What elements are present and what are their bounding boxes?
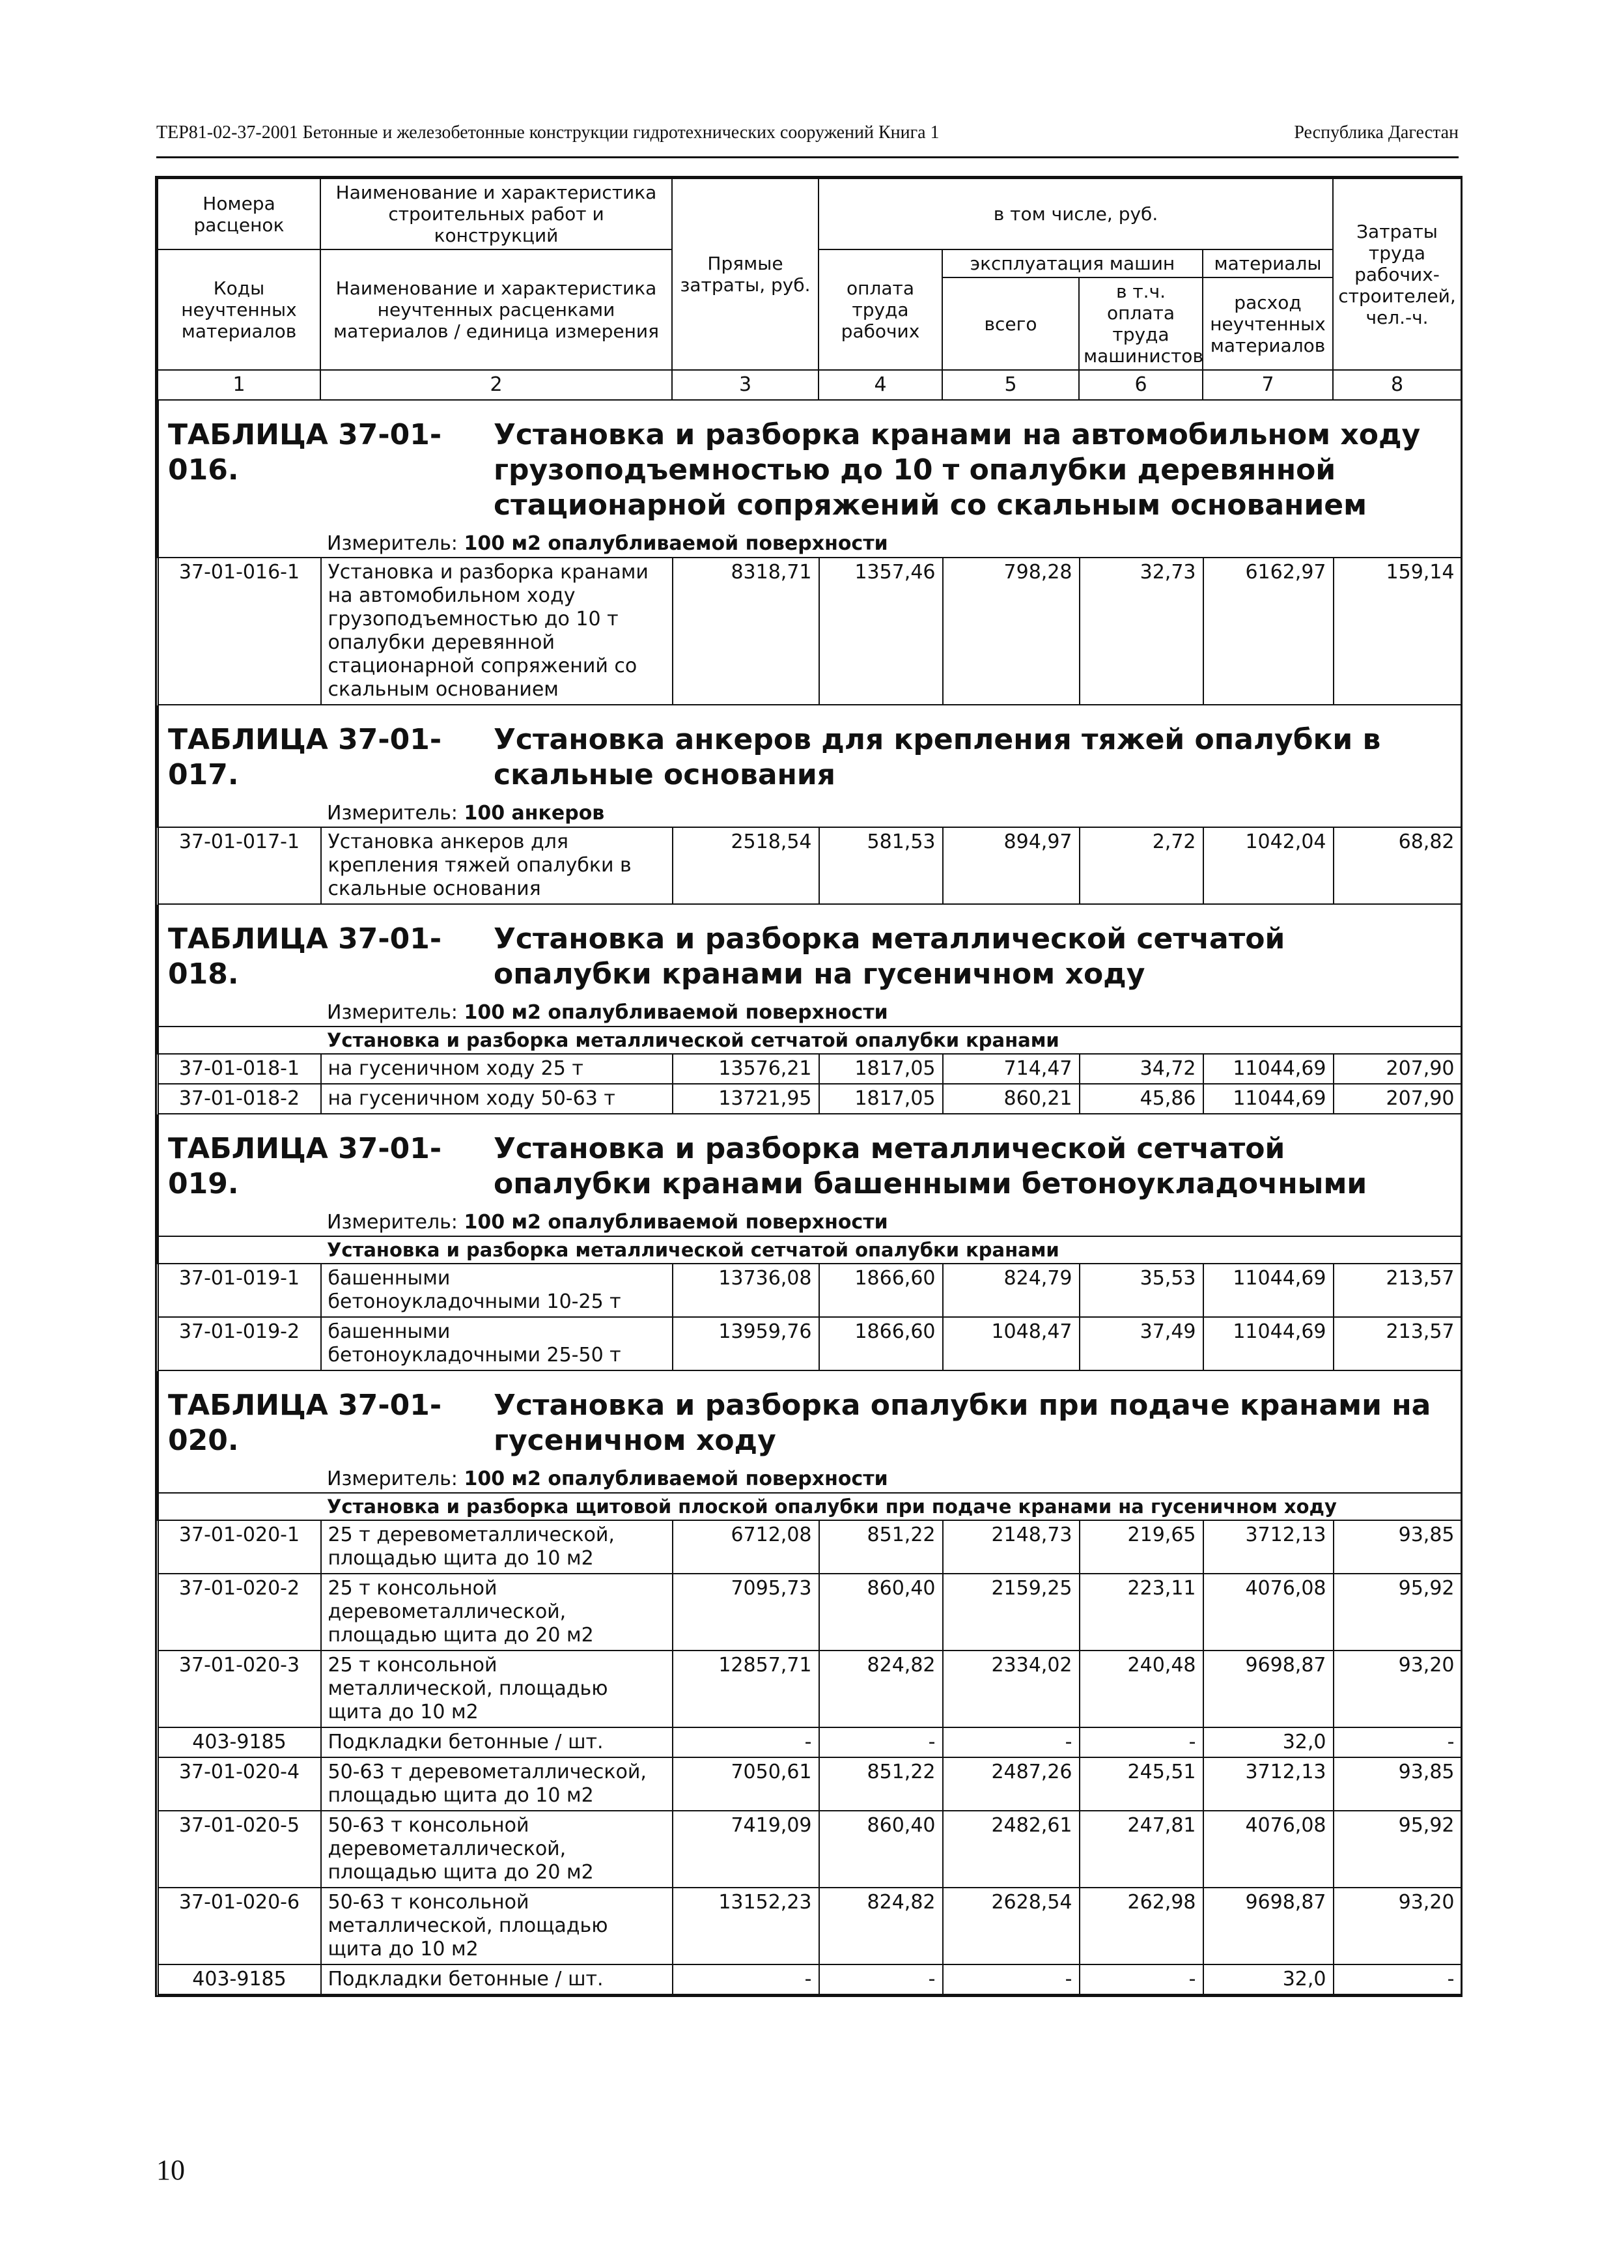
col-direct-cost-header: Прямые затраты, руб.	[672, 178, 819, 370]
measure-unit	[158, 527, 1462, 558]
section-title-text: Установка анкеров для крепления тяжей опалубки в скальные основания	[494, 723, 1381, 791]
measure-label: Измеритель:	[327, 802, 458, 825]
labor-hours: -	[1334, 1964, 1462, 1994]
section-title	[158, 401, 1462, 527]
subgroup-header: Установка и разборка щитовой плоской опалубки при подаче кранами на гусеничном ходу	[158, 1493, 1462, 1520]
labor-hours: 207,90	[1334, 1054, 1462, 1084]
measure-unit	[158, 1206, 1462, 1236]
operator-wages: 219,65	[1080, 1520, 1203, 1574]
section-title-text: Установка и разборка металлической сетчатой опалубки кранами башенными бетоноукладочными	[494, 1132, 1367, 1200]
section-label: ТАБЛИЦА 37-01-020.	[168, 1389, 442, 1457]
section-title-text: Установка и разборка металлической сетчатой опалубки кранами на гусеничном ходу	[494, 922, 1285, 991]
wages: 860,40	[819, 1811, 943, 1888]
labor-hours: 93,85	[1334, 1520, 1462, 1574]
work-description: 50-63 т консольной деревометаллической, площадью щита до 20 м2	[321, 1811, 673, 1888]
col-wages-header: оплата труда рабочих	[819, 249, 942, 370]
direct-cost: 13576,21	[673, 1054, 819, 1084]
col-num: 6	[1079, 370, 1203, 400]
col-including-header: в том числе, руб.	[819, 178, 1333, 249]
operator-wages: -	[1080, 1727, 1203, 1757]
materials-cost: 9698,87	[1203, 1651, 1334, 1727]
running-header	[156, 122, 1459, 143]
wages: 1817,05	[819, 1084, 943, 1114]
table-row	[158, 1757, 1462, 1811]
section-title	[158, 1114, 1462, 1206]
work-description: башенными бетоноукладочными 25-50 т	[321, 1317, 673, 1370]
rate-code: 37-01-020-2	[158, 1574, 321, 1651]
rate-code: 37-01-020-4	[158, 1757, 321, 1811]
work-description: 25 т консольной металлической, площадью щита до 10 м2	[321, 1651, 673, 1727]
section-label: ТАБЛИЦА 37-01-018.	[168, 922, 442, 991]
machines-total: 2487,26	[943, 1757, 1080, 1811]
col-work-name-header: Наименование и характеристика строительных работ и конструкций	[320, 178, 672, 249]
wages: 824,82	[819, 1651, 943, 1727]
rate-code: 37-01-019-2	[158, 1317, 321, 1370]
labor-hours: 213,57	[1334, 1264, 1462, 1317]
work-description: на гусеничном ходу 50-63 т	[321, 1084, 673, 1114]
section-table	[157, 1371, 1463, 1995]
materials-cost: 3712,13	[1203, 1757, 1334, 1811]
table-row	[158, 1054, 1462, 1084]
measure-value: 100 м2 опалубливаемой поверхности	[464, 1001, 888, 1024]
direct-cost: 13959,76	[673, 1317, 819, 1370]
col-labor-hours-header: Затраты труда рабочих-строителей, чел.-ч.	[1333, 178, 1461, 370]
table-row	[158, 1084, 1462, 1114]
col-num: 8	[1333, 370, 1461, 400]
col-unaccounted-materials-header: расход неучтенных материалов	[1203, 277, 1333, 370]
section-label: ТАБЛИЦА 37-01-019.	[168, 1132, 442, 1200]
direct-cost: 13152,23	[673, 1888, 819, 1964]
table-row	[158, 1317, 1462, 1370]
col-num: 1	[158, 370, 320, 400]
col-num: 2	[320, 370, 672, 400]
materials-cost: 4076,08	[1203, 1574, 1334, 1651]
section-title	[158, 905, 1462, 996]
wages: 824,82	[819, 1888, 943, 1964]
work-description: Подкладки бетонные / шт.	[321, 1964, 673, 1994]
machines-total: 1048,47	[943, 1317, 1080, 1370]
materials-cost: 9698,87	[1203, 1888, 1334, 1964]
machines-total: -	[943, 1964, 1080, 1994]
work-description: 50-63 т деревометаллической, площадью щита до 10 м2	[321, 1757, 673, 1811]
direct-cost: -	[673, 1964, 819, 1994]
wages: 1817,05	[819, 1054, 943, 1084]
materials-cost: 11044,69	[1203, 1317, 1334, 1370]
work-description: 50-63 т консольной металлической, площадью щита до 10 м2	[321, 1888, 673, 1964]
direct-cost: 7419,09	[673, 1811, 819, 1888]
col-material-code-header: Коды неучтенных материалов	[158, 249, 320, 370]
materials-cost: 3712,13	[1203, 1520, 1334, 1574]
section-table	[157, 905, 1463, 1114]
measure-value: 100 м2 опалубливаемой поверхности	[464, 1467, 888, 1490]
operator-wages: 32,73	[1080, 558, 1203, 705]
direct-cost: 13721,95	[673, 1084, 819, 1114]
table-row	[158, 1964, 1462, 1994]
measure-value: 100 м2 опалубливаемой поверхности	[464, 532, 888, 555]
section-table	[157, 401, 1463, 705]
col-num: 4	[819, 370, 942, 400]
materials-cost: 11044,69	[1203, 1264, 1334, 1317]
operator-wages: 247,81	[1080, 1811, 1203, 1888]
machines-total: 714,47	[943, 1054, 1080, 1084]
work-description: башенными бетоноукладочными 10-25 т	[321, 1264, 673, 1317]
col-operator-wages-header: в т.ч. оплата труда машинистов	[1079, 277, 1203, 370]
labor-hours: 93,85	[1334, 1757, 1462, 1811]
direct-cost: 7050,61	[673, 1757, 819, 1811]
measure-label: Измеритель:	[327, 532, 458, 555]
table-row	[158, 1888, 1462, 1964]
table-row	[158, 827, 1462, 904]
measure-label: Измеритель:	[327, 1001, 458, 1024]
machines-total: 894,97	[943, 827, 1080, 904]
materials-cost: 11044,69	[1203, 1054, 1334, 1084]
price-table	[155, 176, 1463, 1997]
labor-hours: 159,14	[1334, 558, 1462, 705]
sections-container	[157, 401, 1461, 1995]
rate-code: 37-01-020-3	[158, 1651, 321, 1727]
column-header-table	[157, 178, 1462, 401]
measure-unit	[158, 996, 1462, 1027]
section-label: ТАБЛИЦА 37-01-017.	[168, 723, 442, 791]
direct-cost: 12857,71	[673, 1651, 819, 1727]
machines-total: 2334,02	[943, 1651, 1080, 1727]
labor-hours: 93,20	[1334, 1888, 1462, 1964]
machines-total: 824,79	[943, 1264, 1080, 1317]
operator-wages: 45,86	[1080, 1084, 1203, 1114]
materials-cost: 4076,08	[1203, 1811, 1334, 1888]
rate-code: 403-9185	[158, 1727, 321, 1757]
materials-cost: 1042,04	[1203, 827, 1334, 904]
measure-label: Измеритель:	[327, 1211, 458, 1234]
subgroup-header: Установка и разборка металлической сетчатой опалубки кранами	[158, 1236, 1462, 1264]
work-description: 25 т консольной деревометаллической, площадью щита до 20 м2	[321, 1574, 673, 1651]
column-number-row	[158, 370, 1461, 400]
operator-wages: 35,53	[1080, 1264, 1203, 1317]
labor-hours: 207,90	[1334, 1084, 1462, 1114]
machines-total: 2148,73	[943, 1520, 1080, 1574]
table-row	[158, 558, 1462, 705]
rate-code: 37-01-016-1	[158, 558, 321, 705]
rate-code: 37-01-019-1	[158, 1264, 321, 1317]
wages: 1866,60	[819, 1264, 943, 1317]
wages: -	[819, 1964, 943, 1994]
wages: 581,53	[819, 827, 943, 904]
labor-hours: 95,92	[1334, 1574, 1462, 1651]
operator-wages: 223,11	[1080, 1574, 1203, 1651]
rate-code: 37-01-018-1	[158, 1054, 321, 1084]
rate-code: 403-9185	[158, 1964, 321, 1994]
section-title	[158, 705, 1462, 797]
wages: 860,40	[819, 1574, 943, 1651]
labor-hours: -	[1334, 1727, 1462, 1757]
direct-cost: 2518,54	[673, 827, 819, 904]
machines-total: 2628,54	[943, 1888, 1080, 1964]
section-title-text: Установка и разборка опалубки при подаче кранами на гусеничном ходу	[494, 1389, 1431, 1457]
rate-code: 37-01-018-2	[158, 1084, 321, 1114]
measure-value: 100 м2 опалубливаемой поверхности	[464, 1211, 888, 1234]
labor-hours: 213,57	[1334, 1317, 1462, 1370]
rate-code: 37-01-017-1	[158, 827, 321, 904]
machines-total: 2482,61	[943, 1811, 1080, 1888]
section-title	[158, 1371, 1462, 1462]
col-machines-header: эксплуатация машин	[942, 249, 1203, 277]
materials-cost: 32,0	[1203, 1727, 1334, 1757]
work-description: 25 т деревометаллической, площадью щита до 10 м2	[321, 1520, 673, 1574]
col-num: 7	[1203, 370, 1333, 400]
subgroup-header: Установка и разборка металлической сетчатой опалубки кранами	[158, 1027, 1462, 1054]
measure-value: 100 анкеров	[464, 802, 605, 825]
col-machines-total-header: всего	[942, 277, 1079, 370]
table-row	[158, 1811, 1462, 1888]
table-row	[158, 1264, 1462, 1317]
direct-cost: -	[673, 1727, 819, 1757]
operator-wages: 240,48	[1080, 1651, 1203, 1727]
page-number: 10	[156, 2154, 185, 2186]
wages: 851,22	[819, 1757, 943, 1811]
table-row	[158, 1727, 1462, 1757]
work-description: Установка и разборка кранами на автомобильном ходу грузоподъемностью до 10 т опалубки деревянной стационарной сопряжений со скальным основанием	[321, 558, 673, 705]
materials-cost: 32,0	[1203, 1964, 1334, 1994]
col-material-name-header: Наименование и характеристика неучтенных расценками материалов / единица измерения	[320, 249, 672, 370]
table-row	[158, 1574, 1462, 1651]
machines-total: -	[943, 1727, 1080, 1757]
measure-unit	[158, 797, 1462, 827]
wages: 851,22	[819, 1520, 943, 1574]
section-title-text: Установка и разборка кранами на автомобильном ходу грузоподъемностью до 10 т опалубки деревянной стационарной сопряжений со скальным основанием	[494, 418, 1421, 522]
labor-hours: 68,82	[1334, 827, 1462, 904]
materials-cost: 11044,69	[1203, 1084, 1334, 1114]
direct-cost: 8318,71	[673, 558, 819, 705]
work-description: Подкладки бетонные / шт.	[321, 1727, 673, 1757]
direct-cost: 7095,73	[673, 1574, 819, 1651]
rate-code: 37-01-020-6	[158, 1888, 321, 1964]
operator-wages: 245,51	[1080, 1757, 1203, 1811]
measure-unit	[158, 1462, 1462, 1493]
rate-code: 37-01-020-5	[158, 1811, 321, 1888]
section-table	[157, 1114, 1463, 1371]
col-num: 3	[672, 370, 819, 400]
col-materials-header: материалы	[1203, 249, 1333, 277]
machines-total: 2159,25	[943, 1574, 1080, 1651]
header-title: ТЕР81-02-37-2001 Бетонные и железобетонные конструкции гидротехнических сооружений Книга 1	[156, 122, 940, 143]
work-description: Установка анкеров для крепления тяжей опалубки в скальные основания	[321, 827, 673, 904]
col-rate-number-header: Номера расценок	[158, 178, 320, 249]
machines-total: 798,28	[943, 558, 1080, 705]
section-table	[157, 705, 1463, 905]
table-row	[158, 1520, 1462, 1574]
measure-label: Измеритель:	[327, 1467, 458, 1490]
operator-wages: 2,72	[1080, 827, 1203, 904]
section-label: ТАБЛИЦА 37-01-016.	[168, 418, 442, 487]
header-region: Республика Дагестан	[1294, 122, 1459, 143]
operator-wages: 262,98	[1080, 1888, 1203, 1964]
machines-total: 860,21	[943, 1084, 1080, 1114]
labor-hours: 93,20	[1334, 1651, 1462, 1727]
work-description: на гусеничном ходу 25 т	[321, 1054, 673, 1084]
rate-code: 37-01-020-1	[158, 1520, 321, 1574]
header-rule	[156, 156, 1459, 158]
wages: 1866,60	[819, 1317, 943, 1370]
direct-cost: 6712,08	[673, 1520, 819, 1574]
materials-cost: 6162,97	[1203, 558, 1334, 705]
direct-cost: 13736,08	[673, 1264, 819, 1317]
operator-wages: 34,72	[1080, 1054, 1203, 1084]
operator-wages: -	[1080, 1964, 1203, 1994]
col-num: 5	[942, 370, 1079, 400]
operator-wages: 37,49	[1080, 1317, 1203, 1370]
labor-hours: 95,92	[1334, 1811, 1462, 1888]
table-row	[158, 1651, 1462, 1727]
wages: -	[819, 1727, 943, 1757]
wages: 1357,46	[819, 558, 943, 705]
